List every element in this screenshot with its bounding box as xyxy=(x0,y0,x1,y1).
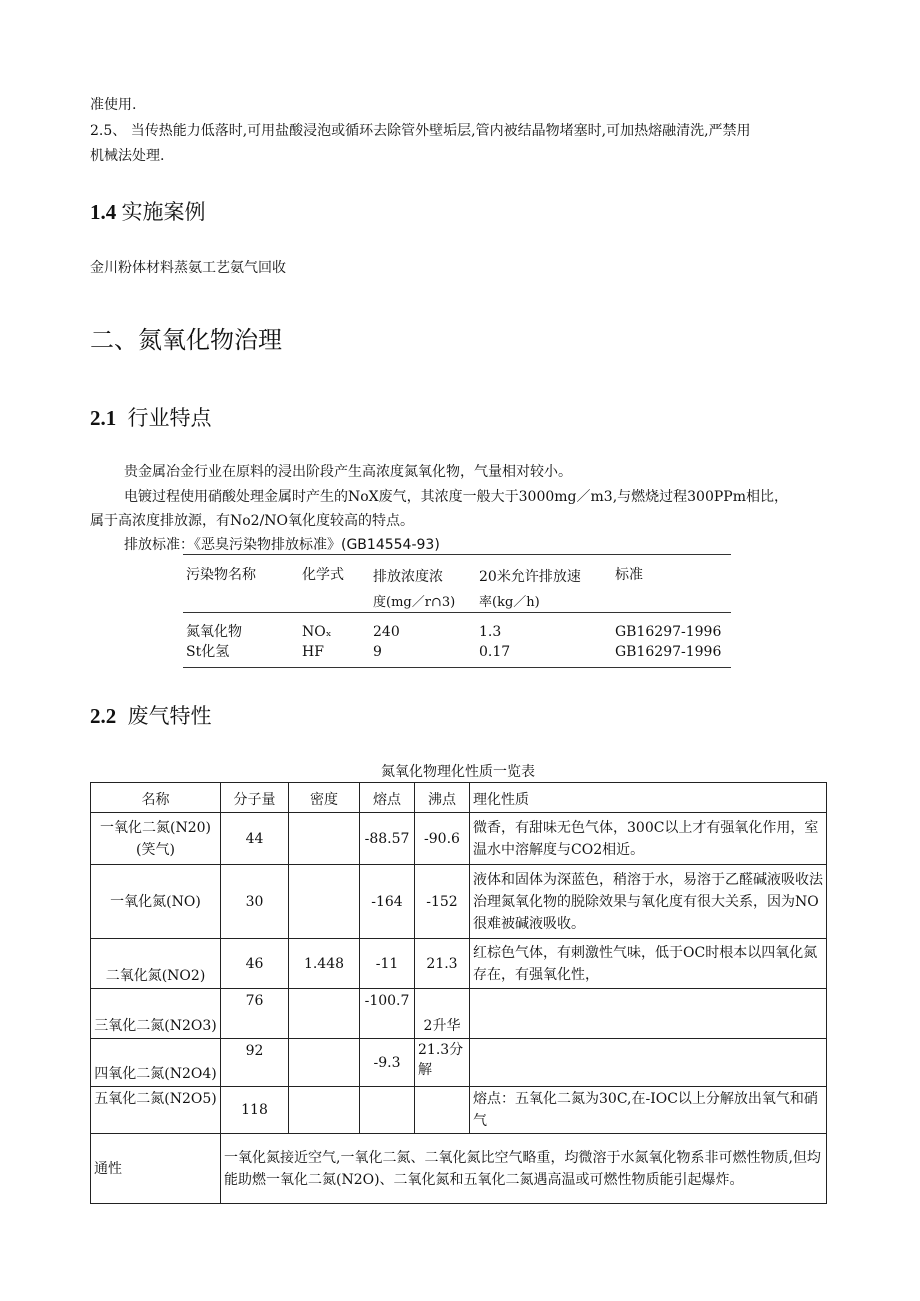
row-2-density xyxy=(289,865,360,939)
row-1-bp: -90.6 xyxy=(415,813,470,865)
section-2-1-p2b: 属于高浓度排放源，有No2/NO氧化度较高的特点。 xyxy=(90,513,415,529)
standard-row-2-conc: 9 xyxy=(373,644,382,660)
section-2-1-p1: 贵金属冶金行业在原料的浸出阶段产生高浓度氮氧化物，气量相对较小。 xyxy=(124,464,572,480)
row-3-name: 二氧化氮(NO2) xyxy=(91,939,221,989)
emission-standard-title: 排放标准：《恶臭污染物排放标准》(GB14554-93) xyxy=(124,537,440,553)
header-mp: 熔点 xyxy=(360,783,415,813)
standard-header-rate-2: 率(kg／h) xyxy=(479,595,540,610)
section-1-4-title: 实施案例 xyxy=(121,200,206,224)
standard-header-std: 标准 xyxy=(615,567,643,583)
row-1-mp: -88.57 xyxy=(360,813,415,865)
standard-header-conc-2: 度(mg／r∩3) xyxy=(373,595,456,610)
section-2-1-title: 行业特点 xyxy=(127,406,212,430)
standard-rule-top xyxy=(183,554,731,555)
standard-header-formula: 化学式 xyxy=(302,567,344,583)
standard-rule-mid xyxy=(183,612,731,613)
header-density: 密度 xyxy=(289,783,360,813)
props-table-caption: 氮氧化物理化性质一览表 xyxy=(381,764,535,780)
row-6-mw: 118 xyxy=(221,1087,289,1134)
standard-row-1-std: GB16297-1996 xyxy=(615,624,722,640)
row-4-bp: 2升华 xyxy=(415,989,470,1039)
standard-row-2-std: GB16297-1996 xyxy=(615,644,722,660)
row-2-mw: 30 xyxy=(221,865,289,939)
standard-row-1-conc: 240 xyxy=(373,624,400,640)
section-2-1-number: 2.1 xyxy=(90,406,117,430)
standard-row-1-formula: NOₓ xyxy=(302,624,332,640)
row-3-mw: 46 xyxy=(221,939,289,989)
row-5-name: 四氧化二氮(N2O4) xyxy=(91,1039,221,1087)
section-2-2-number: 2.2 xyxy=(90,704,117,728)
standard-row-2-formula: HF xyxy=(302,644,324,660)
row-3-mp: -11 xyxy=(360,939,415,989)
row-3-density: 1.448 xyxy=(289,939,360,989)
table-row xyxy=(91,865,827,939)
row-2-name: 一氧化氮(NO) xyxy=(91,865,221,939)
nox-properties-table xyxy=(90,782,827,1204)
table-row xyxy=(91,939,827,989)
header-props: 理化性质 xyxy=(470,783,827,813)
row-5-props xyxy=(470,1039,827,1087)
section-2-2-title: 废气特性 xyxy=(127,704,212,728)
standard-header-rate: 20米允许排放速 xyxy=(479,569,581,585)
row-3-props: 红棕色气体，有刺激性气味，低于OC时根本以四氧化氮存在，有强氧化性， xyxy=(470,939,827,989)
row-6-mp xyxy=(360,1087,415,1134)
row-6-bp xyxy=(415,1087,470,1134)
row-4-density xyxy=(289,989,360,1039)
row-5-density xyxy=(289,1039,360,1087)
standard-header-name: 污染物名称 xyxy=(186,567,256,583)
chapter-2-title: 二、氮氧化物治理 xyxy=(90,326,282,354)
header-name: 名称 xyxy=(91,783,221,813)
row-1-mw: 44 xyxy=(221,813,289,865)
table-row xyxy=(91,1087,827,1134)
row-1-props: 微香，有甜味无色气体，300C以上才有强氧化作用，室温水中溶解度与CO2相近。 xyxy=(470,813,827,865)
common-label: 通性 xyxy=(91,1134,221,1204)
table-header-row xyxy=(91,783,827,813)
standard-rule-bottom xyxy=(183,667,731,668)
table-row xyxy=(91,813,827,865)
row-5-mw: 92 xyxy=(221,1039,289,1087)
intro-line-3: 机械法处理. xyxy=(90,148,165,164)
table-row xyxy=(91,1039,827,1087)
section-2-1-p2a: 电镀过程使用硝酸处理金属时产生的NoX废气，其浓度一般大于3000mg／m3,与燃烧过程300PPm相比， xyxy=(124,489,788,505)
row-5-bp: 21.3分解 xyxy=(415,1039,470,1087)
row-2-bp: -152 xyxy=(415,865,470,939)
row-6-name: 五氧化二氮(N2O5) xyxy=(91,1087,221,1134)
section-1-4-number: 1.4 xyxy=(90,200,117,224)
row-2-props: 液体和固体为深蓝色，稍溶于水，易溶于乙醛碱液吸收法治理氮氧化物的脱除效果与氧化度有很大关系，因为NO很难被碱液吸收。 xyxy=(470,865,827,939)
row-4-name: 三氧化二氮(N2O3) xyxy=(91,989,221,1039)
section-1-4-heading xyxy=(90,196,206,226)
row-6-props: 熔点：五氧化二氮为30C,在-IOC以上分解放出氧气和硝气 xyxy=(470,1087,827,1134)
header-bp: 沸点 xyxy=(415,783,470,813)
row-4-props xyxy=(470,989,827,1039)
standard-row-2-name: St化氢 xyxy=(186,644,230,660)
row-4-mp: -100.7 xyxy=(360,989,415,1039)
intro-line-1: 准使用. xyxy=(90,97,137,113)
standard-header-conc: 排放浓度浓 xyxy=(373,569,443,585)
standard-row-1-rate: 1.3 xyxy=(479,624,502,640)
intro-line-2: 2.5、 当传热能力低落时,可用盐酸浸泡或循环去除管外壁垢层,管内被结晶物堵塞时,可加热熔融清洗,严禁用 xyxy=(90,123,751,139)
section-2-1-heading xyxy=(90,402,212,432)
section-2-2-heading xyxy=(90,700,212,730)
header-mw: 分子量 xyxy=(221,783,289,813)
row-4-mw: 76 xyxy=(221,989,289,1039)
common-text: 一氧化氮接近空气,一氧化二氮、二氧化氮比空气略重，均微溶于水氮氧化物系非可燃性物质,但均能助燃一氧化二氮(N2O)、二氧化氮和五氧化二氮遇高温或可燃性物质能引起爆炸。 xyxy=(221,1134,827,1204)
standard-row-1-name: 氮氧化物 xyxy=(186,624,242,640)
table-row-common xyxy=(91,1134,827,1204)
row-6-density xyxy=(289,1087,360,1134)
table-row xyxy=(91,989,827,1039)
row-5-mp: -9.3 xyxy=(360,1039,415,1087)
row-2-mp: -164 xyxy=(360,865,415,939)
row-1-density xyxy=(289,813,360,865)
standard-row-2-rate: 0.17 xyxy=(479,644,511,660)
row-3-bp: 21.3 xyxy=(415,939,470,989)
section-1-4-body: 金川粉体材料蒸氨工艺氨气回收 xyxy=(90,260,286,276)
row-1-name: 一氧化二氮(N20)(笑气) xyxy=(91,813,221,865)
